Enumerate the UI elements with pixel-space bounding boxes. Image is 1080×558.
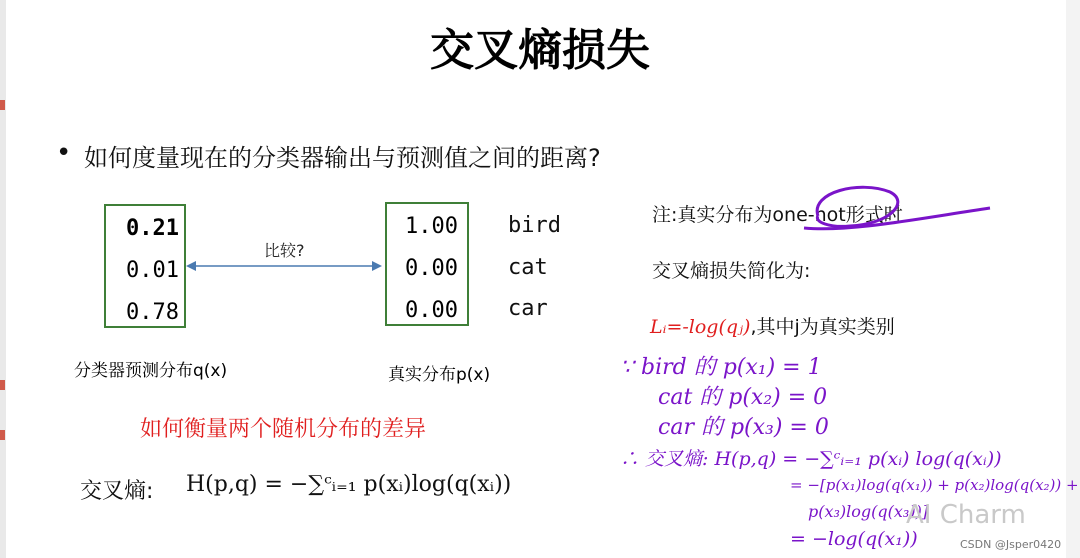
- truth-value: 0.00: [405, 256, 458, 281]
- prediction-caption: 分类器预测分布q(x): [74, 361, 228, 381]
- csdn-watermark: CSDN @Jsper0420: [960, 538, 1062, 551]
- right-window-edge: [1066, 0, 1080, 558]
- slide-title: 交叉熵损失: [430, 25, 650, 76]
- prediction-value: 0.78: [126, 300, 179, 325]
- handwritten-line: car 的 p(x₃) = 0: [658, 415, 829, 440]
- prediction-value: 0.01: [126, 258, 179, 283]
- class-label: bird: [508, 213, 561, 238]
- loss-explanation: ,其中j为真实类别: [750, 316, 895, 338]
- handwritten-line: ∵ bird 的 p(x₁) = 1: [620, 355, 822, 380]
- class-label: car: [508, 296, 548, 321]
- one-hot-note: 注:真实分布为one-hot形式时: [652, 204, 903, 226]
- handwritten-line: ∴ 交叉熵: H(p,q) = −∑ᶜᵢ₌₁ p(xᵢ) log(q(xᵢ)): [620, 448, 1002, 470]
- left-edge-marker: [0, 380, 5, 390]
- handwritten-circle-annotation: [790, 176, 1000, 246]
- truth-caption: 真实分布p(x): [388, 365, 491, 385]
- truth-value: 1.00: [405, 214, 458, 239]
- simplify-note: 交叉熵损失简化为:: [652, 260, 811, 282]
- left-edge-marker: [0, 100, 5, 110]
- bullet-question: 如何度量现在的分类器输出与预测值之间的距离?: [84, 144, 601, 172]
- loss-line: [650, 312, 895, 339]
- prediction-vector-box: [104, 204, 186, 328]
- red-note: 如何衡量两个随机分布的差异: [140, 417, 427, 442]
- watermark-logo: AI Charm: [906, 500, 1026, 530]
- truth-value: 0.00: [405, 298, 458, 323]
- handwritten-line: = −[p(x₁)log(q(x₁)) + p(x₂)log(q(x₂)) +: [790, 476, 1079, 494]
- truth-vector-box: [385, 202, 469, 326]
- left-edge-marker: [0, 430, 5, 440]
- handwritten-line: = −log(q(x₁)): [790, 528, 918, 550]
- cross-entropy-label: 交叉熵:: [80, 479, 154, 504]
- class-label: cat: [508, 255, 548, 280]
- bullet-icon: •: [56, 138, 72, 168]
- left-window-edge: [0, 0, 6, 558]
- loss-formula: Lᵢ=-log(qⱼ): [650, 316, 751, 338]
- compare-label: 比较?: [264, 241, 305, 260]
- handwritten-line: p(x₃)log(q(x₃))]: [808, 502, 929, 521]
- handwritten-line: cat 的 p(x₂) = 0: [658, 385, 828, 410]
- cross-entropy-formula: H(p,q) = −∑ᶜᵢ₌₁ p(xᵢ)log(q(xᵢ)): [186, 472, 512, 497]
- prediction-value: 0.21: [126, 216, 179, 241]
